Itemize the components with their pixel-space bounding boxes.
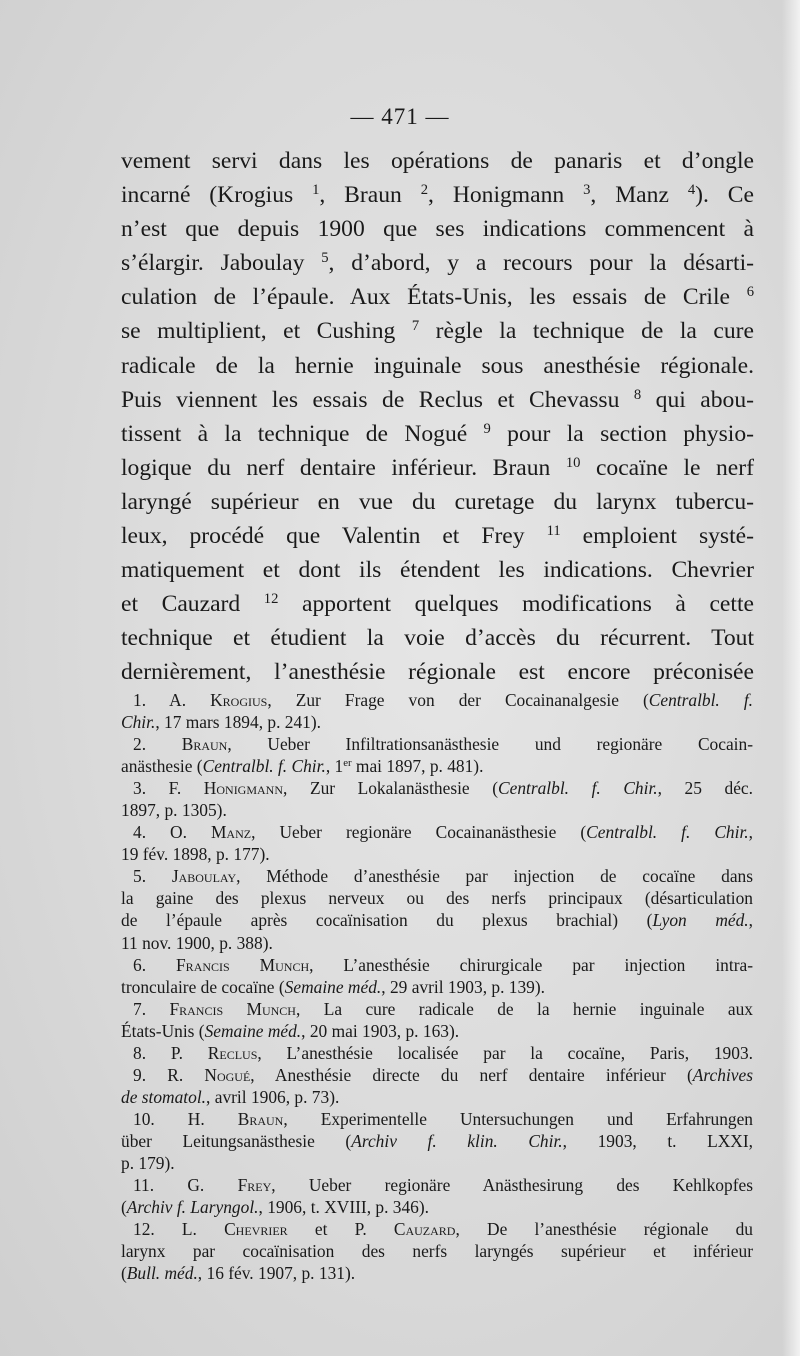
page-number: — 471 — xyxy=(350,104,450,129)
footnote-marker: 4 xyxy=(687,182,696,199)
footnote-marker: 9 xyxy=(483,420,491,437)
journal-title: Bull. méd. xyxy=(126,1263,198,1284)
body-paragraph xyxy=(121,144,754,690)
author-name: Chevrier xyxy=(224,1219,288,1240)
author-name: Manz xyxy=(210,822,252,843)
footnote-marker: 3 xyxy=(583,182,591,199)
footnote-line: 2. Braun, Ueber Infiltrationsanästhesie und regionäre Cocain- xyxy=(133,734,753,755)
footnote-line: 10. H. Braun, Experimentelle Untersuchungen und Erfahrungen xyxy=(133,1108,754,1129)
footnote-line: de l’épaule après cocaïnisation du plexus brachial) (Lyon méd., xyxy=(121,910,753,931)
footnote-line: 11. G. Frey, Ueber regionäre Anästhesirung des Kehlkopfes xyxy=(133,1175,753,1196)
footnote-marker: 2 xyxy=(420,182,429,199)
footnote-line: (Archiv f. Laryngol., 1906, t. XVIII, p. 346). xyxy=(121,1197,430,1218)
footnote-line: anästhesie (Centralbl. f. Chir., 1er mai 1897, p. 481). xyxy=(121,756,484,777)
footnote-line: 4. O. Manz, Ueber regionäre Cocainanästhesie (Centralbl. f. Chir., xyxy=(133,822,753,843)
body-line: leux, procédé que Valentin et Frey $^{11}$ emploient systé- xyxy=(121,522,754,550)
footnote-line: Chir., 17 mars 1894, p. 241). xyxy=(121,712,322,733)
footnote-marker: 11 xyxy=(546,522,561,539)
body-line: s’élargir. Jaboulay $^5$, d’abord, y a recours pour la désarti- xyxy=(121,250,754,277)
journal-title: Semaine méd. xyxy=(284,976,382,997)
footnote-line: larynx par cocaïnisation des nerfs laryngés supérieur et inférieur xyxy=(121,1241,753,1262)
footnote-line: 19 fév. 1898, p. 177). xyxy=(121,844,270,865)
author-name: Reclus xyxy=(207,1042,258,1063)
footnote-line: 8. P. Reclus, L’anesthésie localisée par la cocaïne, Paris, 1903. xyxy=(133,1042,753,1063)
footnote-line: États-Unis (Semaine méd., 20 mai 1903, p. 163). xyxy=(121,1020,460,1041)
journal-title: Archives xyxy=(692,1064,753,1085)
footnote-line: 6. Francis Munch, L’anesthésie chirurgicale par injection intra- xyxy=(133,954,754,975)
author-name: Honigmann xyxy=(203,778,284,799)
footnote-marker: 5 xyxy=(321,250,329,267)
journal-title: Centralbl. f. Chir. xyxy=(202,756,326,777)
journal-title: Archiv f. klin. Chir. xyxy=(351,1130,563,1151)
author-name: Frey xyxy=(237,1175,272,1196)
author-name: Francis Munch xyxy=(169,998,296,1019)
journal-title: de stomatol. xyxy=(121,1086,207,1107)
footnote-marker: 7 xyxy=(411,318,420,335)
footnote-line: 1. A. Krogius, Zur Frage von der Cocainanalgesie (Centralbl. f. xyxy=(133,690,754,710)
author-name: Jaboulay xyxy=(171,866,237,887)
journal-title: Centralbl. f. xyxy=(648,690,754,710)
body-line: matiquement et dont ils étendent les indications. Chevrier xyxy=(121,557,754,584)
body-line: vement servi dans les opérations de panaris et d’ongle xyxy=(121,148,754,174)
footnote-marker: 10 xyxy=(565,454,581,471)
journal-title: Centralbl. f. Chir. xyxy=(586,822,749,843)
footnote-line: 1897, p. 1305). xyxy=(121,800,227,821)
footnote-marker: er xyxy=(343,757,352,770)
author-name: Krogius xyxy=(210,690,268,710)
body-line: radicale de la hernie inguinale sous anesthésie régionale. xyxy=(121,352,754,379)
body-line: tissent à la technique de Nogué $^9$ pour la section physio- xyxy=(121,420,754,447)
body-line: laryngé supérieur en vue du curetage du larynx tubercu- xyxy=(121,488,754,515)
footnote-marker: 6 xyxy=(746,284,754,301)
footnote-line: 12. L. Chevrier et P. Cauzard, De l’anesthésie régionale du xyxy=(133,1219,754,1240)
body-line: culation de l’épaule. Aux États-Unis, les essais de Crile $^6$ xyxy=(121,284,754,311)
author-name: Nogué xyxy=(204,1064,251,1085)
footnote-line: p. 179). xyxy=(121,1152,175,1173)
journal-title: Centralbl. f. Chir. xyxy=(498,778,658,799)
footnote-line: 3. F. Honigmann, Zur Lokalanästhesie (Centralbl. f. Chir., 25 déc. xyxy=(133,778,753,799)
footnote-marker: 1 xyxy=(312,182,320,199)
journal-title: Lyon méd. xyxy=(652,910,749,931)
page-edge xyxy=(782,0,800,1356)
journal-title: Chir. xyxy=(121,712,156,733)
footnote-line: 5. Jaboulay, Méthode d’anesthésie par injection de cocaïne dans xyxy=(133,866,754,887)
body-line: dernièrement, l’anesthésie régionale est encore préconisée xyxy=(121,659,754,686)
body-line: technique et étudient la voie d’accès du récurrent. Tout xyxy=(121,625,754,652)
footnote-line: 9. R. Nogué, Anesthésie directe du nerf dentaire inférieur (Archives xyxy=(133,1064,753,1085)
body-line: se multiplient, et Cushing $^7$ règle la technique de la cure xyxy=(121,318,754,345)
body-line: incarné (Krogius $^1$, Braun $^2$, Honigmann $^3$, Manz $^4$). Ce xyxy=(121,182,754,209)
body-line: logique du nerf dentaire inférieur. Braun $^{10}$ cocaïne le nerf xyxy=(121,454,754,481)
author-name: Braun xyxy=(181,734,228,755)
footnote-line: tronculaire de cocaïne (Semaine méd., 29 avril 1903, p. 139). xyxy=(121,976,546,997)
body-line: n’est que depuis 1900 que ses indications commencent à xyxy=(121,216,754,243)
footnote-line: 11 nov. 1900, p. 388). xyxy=(121,932,273,953)
body-line: et Cauzard $^{12}$ apportent quelques modifications à cette xyxy=(121,591,754,618)
footnote-line: 7. Francis Munch, La cure radicale de la hernie inguinale aux xyxy=(133,998,753,1019)
body-line: Puis viennent les essais de Reclus et Chevassu $^8$ qui abou- xyxy=(121,386,754,413)
footnote-line: über Leitungsanästhesie (Archiv f. klin. Chir., 1903, t. LXXI, xyxy=(121,1130,753,1151)
author-name: Francis Munch xyxy=(176,954,310,975)
footnote-line: de stomatol., avril 1906, p. 73). xyxy=(121,1086,340,1107)
footnote-line: la gaine des plexus nerveux ou des nerfs principaux (désarticulation xyxy=(121,888,753,909)
footnote-marker: 12 xyxy=(263,591,279,608)
footnote-line: (Bull. méd., 16 fév. 1907, p. 131). xyxy=(121,1263,356,1284)
author-name: Braun xyxy=(237,1108,284,1129)
journal-title: Semaine méd. xyxy=(204,1020,302,1041)
journal-title: Archiv f. Laryngol. xyxy=(126,1197,259,1218)
author-name: Cauzard xyxy=(393,1219,456,1240)
footnotes xyxy=(121,689,753,1284)
footnote-marker: 8 xyxy=(633,386,642,403)
